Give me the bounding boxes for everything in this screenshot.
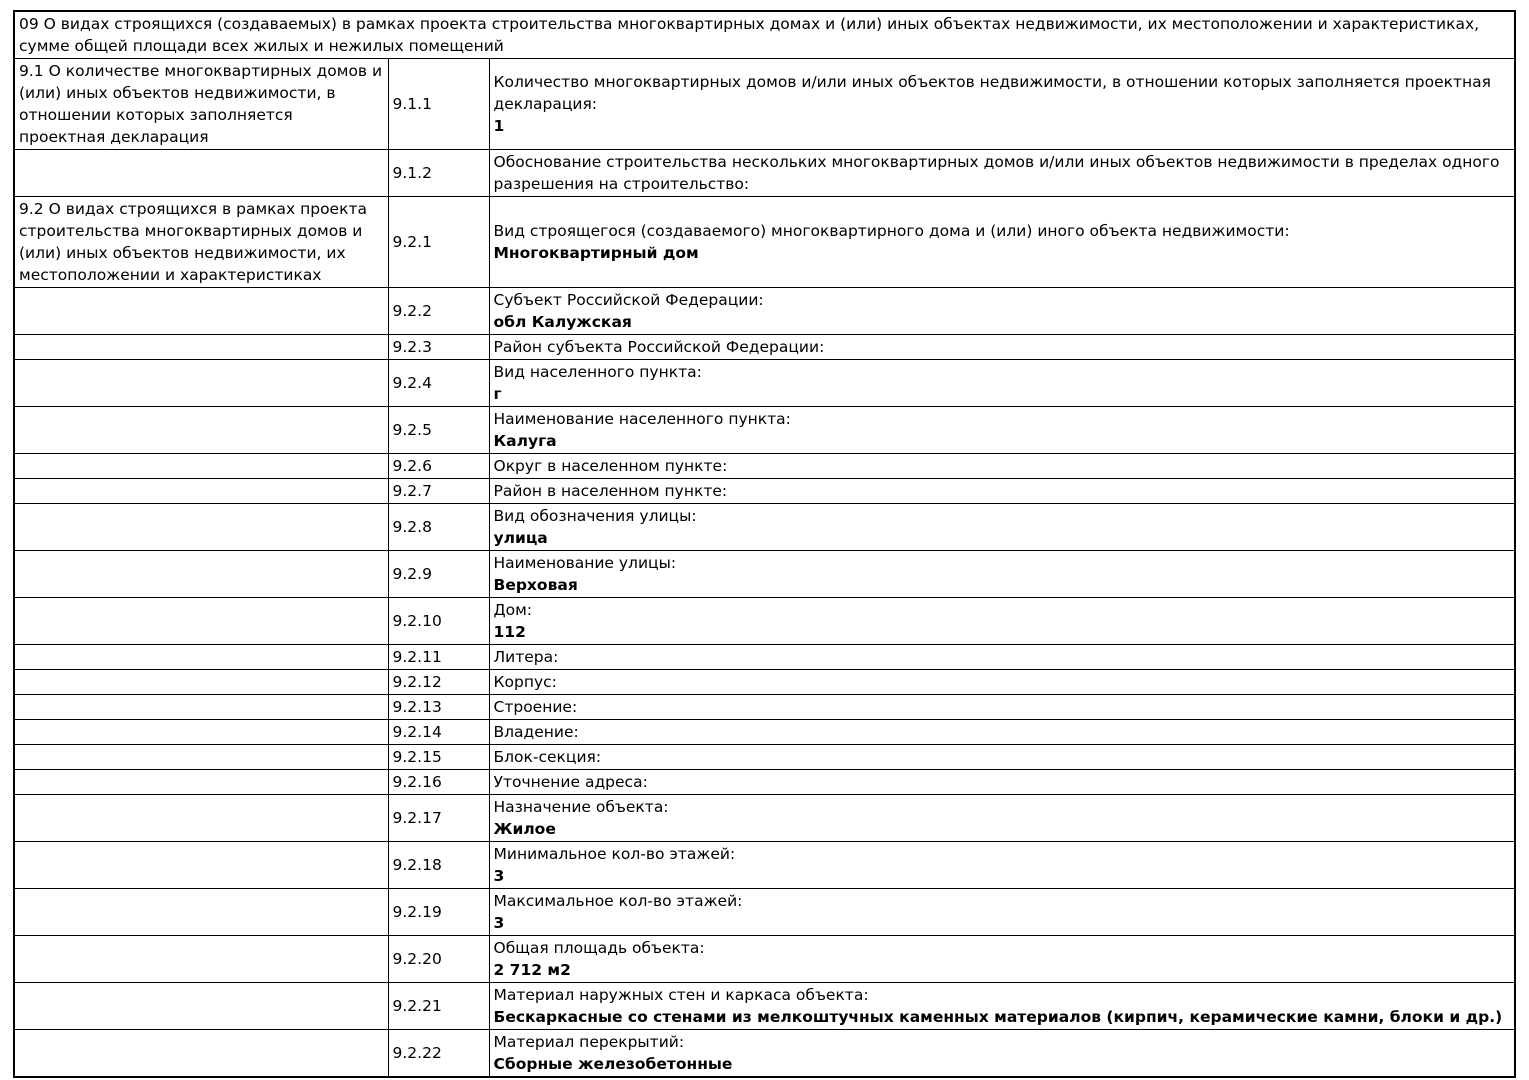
field-label: Вид населенного пункта: [493, 363, 702, 381]
content-cell [489, 150, 1515, 197]
field-label: Район субъекта Российской Федерации: [493, 338, 825, 356]
table-row [14, 889, 1515, 936]
content-cell [489, 288, 1515, 335]
section-cell [14, 983, 388, 1030]
section-cell [14, 889, 388, 936]
row-number: 9.2.1 [392, 233, 432, 251]
row-number: 9.2.5 [392, 421, 432, 439]
row-number: 9.2.13 [392, 698, 442, 716]
content-cell [489, 504, 1515, 551]
row-number-cell [388, 598, 489, 645]
table-row [14, 745, 1515, 770]
row-number-cell [388, 1030, 489, 1078]
content-cell [489, 983, 1515, 1030]
section-09-header: 09 О видах строящихся (создаваемых) в рамках проекта строительства многоквартирных домах и (или) иных объектах недвижимости, их местоположении и характеристиках, сумме общей площади всех жилых и нежилых помещений [14, 11, 1515, 59]
section-cell [14, 335, 388, 360]
field-value: обл Калужская [493, 313, 632, 331]
table-row [14, 983, 1515, 1030]
content-cell [489, 770, 1515, 795]
content-cell [489, 479, 1515, 504]
field-label: Район в населенном пункте: [493, 482, 728, 500]
section-cell [14, 360, 388, 407]
field-value: 3 [493, 867, 505, 885]
field-label: Субъект Российской Федерации: [493, 291, 764, 309]
row-number-cell [388, 551, 489, 598]
field-value: Верховая [493, 576, 578, 594]
row-number-cell [388, 360, 489, 407]
row-number-cell [388, 59, 489, 150]
field-value: 3 [493, 914, 505, 932]
table-row [14, 670, 1515, 695]
content-cell [489, 889, 1515, 936]
content-cell [489, 670, 1515, 695]
row-number-cell [388, 288, 489, 335]
row-number: 9.2.17 [392, 809, 442, 827]
content-cell [489, 1030, 1515, 1078]
table-row [14, 454, 1515, 479]
field-label: Обоснование строительства нескольких многоквартирных домов и/или иных объектов недвижимости в пределах одного разрешения на строительство: [493, 153, 1500, 193]
section-cell [14, 770, 388, 795]
content-cell [489, 335, 1515, 360]
content-cell [489, 197, 1515, 288]
table-row [14, 770, 1515, 795]
section-cell [14, 720, 388, 745]
row-number-cell [388, 842, 489, 889]
row-number: 9.1.2 [392, 164, 432, 182]
field-label: Вид строящегося (создаваемого) многоквартирного дома и (или) иного объекта недвижимости: [493, 222, 1290, 240]
table-row [14, 695, 1515, 720]
table-row [14, 645, 1515, 670]
row-number-cell [388, 645, 489, 670]
row-number: 9.2.18 [392, 856, 442, 874]
field-value: Бескаркасные со стенами из мелкоштучных каменных материалов (кирпич, керамические камни, блоки и др.) [493, 1008, 1503, 1026]
row-number: 9.2.16 [392, 773, 442, 791]
project-declaration-table [13, 10, 1516, 1078]
field-label: Общая площадь объекта: [493, 939, 705, 957]
field-label: Материал перекрытий: [493, 1033, 685, 1051]
row-number: 9.2.2 [392, 302, 432, 320]
section-09-header-row [14, 11, 1515, 59]
content-cell [489, 454, 1515, 479]
row-number-cell [388, 150, 489, 197]
row-number-cell [388, 889, 489, 936]
field-value: Сборные железобетонные [493, 1055, 733, 1073]
section-cell [14, 504, 388, 551]
table-row [14, 551, 1515, 598]
row-number: 9.2.6 [392, 457, 432, 475]
section-cell [14, 197, 388, 288]
row-number: 9.2.21 [392, 997, 442, 1015]
table-row [14, 150, 1515, 197]
field-label: Количество многоквартирных домов и/или иных объектов недвижимости, в отношении которых заполняется проектная декларация: [493, 73, 1492, 113]
content-cell [489, 407, 1515, 454]
row-number-cell [388, 407, 489, 454]
row-number: 9.2.12 [392, 673, 442, 691]
section-label: 9.1 О количестве многоквартирных домов и (или) иных объектов недвижимости, в отношении которых заполняется проектная декларация [19, 62, 383, 146]
section-cell [14, 745, 388, 770]
table-row [14, 479, 1515, 504]
table-row [14, 288, 1515, 335]
section-cell [14, 695, 388, 720]
row-number: 9.2.22 [392, 1044, 442, 1062]
section-cell [14, 842, 388, 889]
table-row [14, 598, 1515, 645]
section-cell [14, 150, 388, 197]
field-value: 112 [493, 623, 526, 641]
field-label: Назначение объекта: [493, 798, 669, 816]
field-label: Минимальное кол-во этажей: [493, 845, 736, 863]
table-row [14, 842, 1515, 889]
table-row [14, 936, 1515, 983]
field-label: Строение: [493, 698, 578, 716]
row-number: 9.2.7 [392, 482, 432, 500]
section-cell [14, 551, 388, 598]
field-label: Корпус: [493, 673, 557, 691]
row-number: 9.2.14 [392, 723, 442, 741]
row-number-cell [388, 745, 489, 770]
field-label: Максимальное кол-во этажей: [493, 892, 743, 910]
row-number: 9.1.1 [392, 95, 432, 113]
field-value: Жилое [493, 820, 556, 838]
row-number-cell [388, 936, 489, 983]
content-cell [489, 360, 1515, 407]
row-number-cell [388, 454, 489, 479]
field-label: Блок-секция: [493, 748, 602, 766]
section-cell [14, 598, 388, 645]
field-label: Литера: [493, 648, 559, 666]
row-number-cell [388, 983, 489, 1030]
row-number: 9.2.15 [392, 748, 442, 766]
row-number-cell [388, 479, 489, 504]
section-cell [14, 645, 388, 670]
table-row [14, 795, 1515, 842]
content-cell [489, 936, 1515, 983]
section-cell [14, 288, 388, 335]
row-number-cell [388, 670, 489, 695]
row-number-cell [388, 795, 489, 842]
table-row [14, 197, 1515, 288]
row-number-cell [388, 197, 489, 288]
table-row [14, 360, 1515, 407]
content-cell [489, 645, 1515, 670]
field-value: Многоквартирный дом [493, 244, 699, 262]
field-value: Калуга [493, 432, 557, 450]
content-cell [489, 695, 1515, 720]
field-value: г [493, 385, 502, 403]
table-row [14, 335, 1515, 360]
field-label: Владение: [493, 723, 579, 741]
section-cell [14, 936, 388, 983]
field-label: Наименование улицы: [493, 554, 677, 572]
field-value: 1 [493, 117, 505, 135]
section-cell [14, 479, 388, 504]
table-body [14, 59, 1515, 1078]
row-number-cell [388, 504, 489, 551]
table-row [14, 720, 1515, 745]
row-number: 9.2.20 [392, 950, 442, 968]
table-row [14, 1030, 1515, 1078]
row-number: 9.2.19 [392, 903, 442, 921]
content-cell [489, 745, 1515, 770]
content-cell [489, 551, 1515, 598]
row-number: 9.2.10 [392, 612, 442, 630]
content-cell [489, 720, 1515, 745]
section-label: 9.2 О видах строящихся в рамках проекта строительства многоквартирных домов и (или) иных объектов недвижимости, их местоположении и характеристиках [19, 200, 367, 284]
row-number-cell [388, 695, 489, 720]
table-row [14, 59, 1515, 150]
field-label: Вид обозначения улицы: [493, 507, 697, 525]
field-label: Уточнение адреса: [493, 773, 648, 791]
section-cell [14, 454, 388, 479]
table-row [14, 407, 1515, 454]
content-cell [489, 842, 1515, 889]
field-value: улица [493, 529, 548, 547]
field-label: Округ в населенном пункте: [493, 457, 728, 475]
section-cell [14, 59, 388, 150]
field-label: Наименование населенного пункта: [493, 410, 791, 428]
content-cell [489, 795, 1515, 842]
row-number: 9.2.11 [392, 648, 442, 666]
row-number: 9.2.3 [392, 338, 432, 356]
row-number-cell [388, 720, 489, 745]
field-label: Дом: [493, 601, 533, 619]
row-number: 9.2.4 [392, 374, 432, 392]
section-cell [14, 670, 388, 695]
field-label: Материал наружных стен и каркаса объекта: [493, 986, 869, 1004]
content-cell [489, 59, 1515, 150]
content-cell [489, 598, 1515, 645]
section-cell [14, 1030, 388, 1078]
section-cell [14, 407, 388, 454]
field-value: 2 712 м2 [493, 961, 571, 979]
section-cell [14, 795, 388, 842]
row-number: 9.2.8 [392, 518, 432, 536]
row-number: 9.2.9 [392, 565, 432, 583]
row-number-cell [388, 335, 489, 360]
table-row [14, 504, 1515, 551]
row-number-cell [388, 770, 489, 795]
